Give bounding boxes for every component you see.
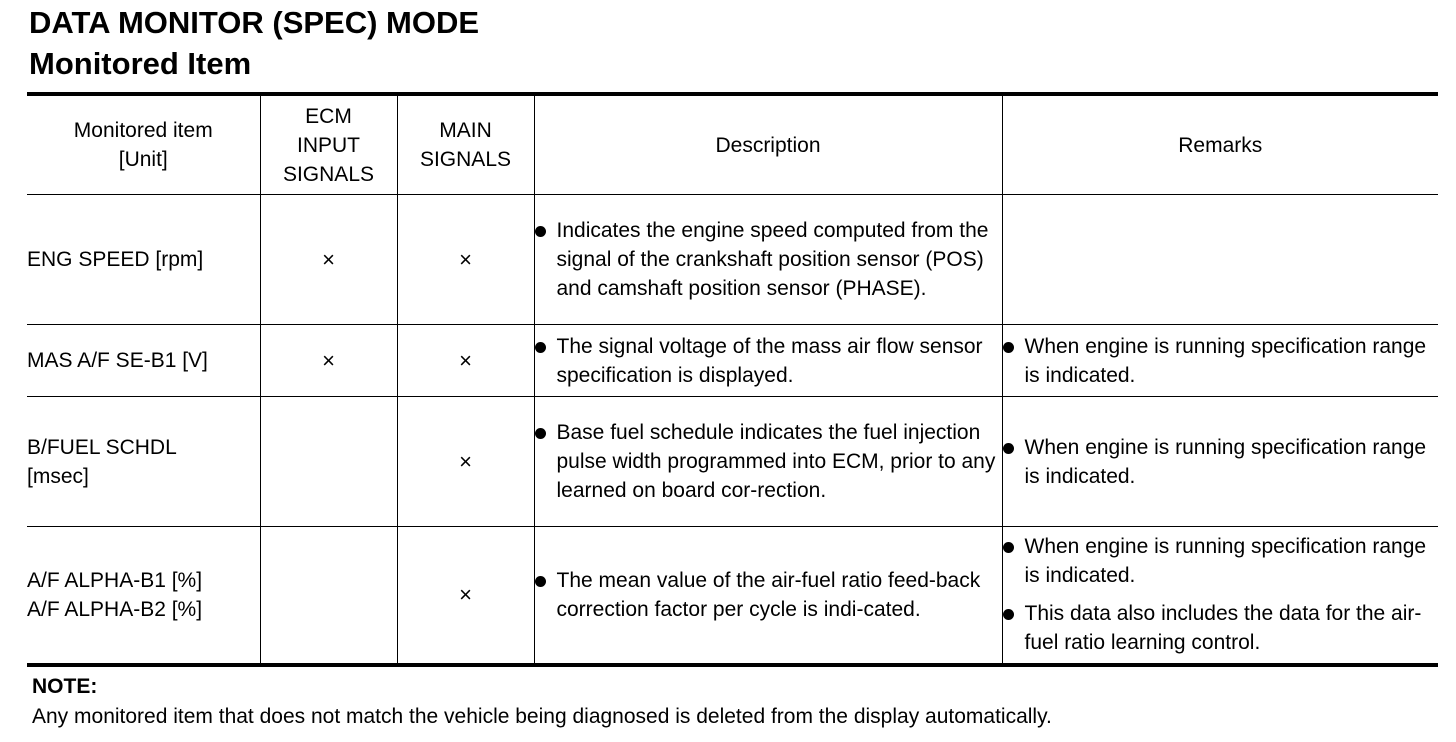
main-signal-mark: × [397, 195, 534, 325]
remarks-cell [1002, 527, 1438, 665]
bullet-icon [535, 428, 546, 439]
note-label: NOTE: [32, 675, 98, 698]
bullet-text: The signal voltage of the mass air flow sensor specification is displayed. [556, 334, 983, 387]
header-description: Description [534, 94, 1002, 195]
monitored-item-table [27, 92, 1438, 667]
bullet-icon [1003, 542, 1014, 553]
remarks-list [1003, 532, 1439, 657]
description-list [535, 566, 1002, 624]
section-subtitle: Monitored Item [29, 46, 252, 81]
remarks-cell [1002, 397, 1438, 527]
ecm-input-signal-mark [260, 397, 397, 527]
bullet-icon [535, 576, 546, 587]
bullet-item [1003, 532, 1439, 590]
main-signal-mark: × [397, 527, 534, 665]
ecm-input-signal-mark: × [260, 195, 397, 325]
bullet-icon [535, 342, 546, 353]
bullet-icon [535, 226, 546, 237]
monitored-item-cell: ENG SPEED [rpm] [27, 195, 260, 325]
page-title: DATA MONITOR (SPEC) MODE [29, 5, 480, 40]
description-list [535, 216, 1002, 303]
table-header-row [27, 94, 1438, 195]
table-body [27, 195, 1438, 665]
description-list [535, 332, 1002, 390]
ecm-input-signal-mark [260, 527, 397, 665]
description-cell [534, 527, 1002, 665]
monitored-item-cell: B/FUEL SCHDL [msec] [27, 397, 260, 527]
main-signal-mark: × [397, 325, 534, 397]
header-remarks: Remarks [1002, 94, 1438, 195]
bullet-item [535, 332, 1002, 390]
header-ecm-input-signals: ECM INPUT SIGNALS [260, 94, 397, 195]
bullet-text: Base fuel schedule indicates the fuel injection pulse width programmed into ECM, prior to any learned on board cor-rection. [556, 421, 996, 502]
bullet-text: When engine is running specification range is indicated. [1024, 535, 1427, 588]
monitored-item-cell: A/F ALPHA-B1 [%] A/F ALPHA-B2 [%] [27, 527, 260, 665]
main-signal-mark: × [397, 397, 534, 527]
bullet-item [1003, 332, 1439, 390]
bullet-item [535, 216, 1002, 303]
header-monitored-item: Monitored item [Unit] [27, 94, 260, 195]
description-list [535, 418, 1002, 505]
ecm-input-signal-mark: × [260, 325, 397, 397]
bullet-item [535, 566, 1002, 624]
bullet-text: When engine is running specification range is indicated. [1024, 334, 1427, 387]
remarks-cell [1002, 325, 1438, 397]
description-cell [534, 325, 1002, 397]
table-row [27, 325, 1438, 397]
bullet-icon [1003, 609, 1014, 620]
description-cell [534, 195, 1002, 325]
note-text: Any monitored item that does not match the vehicle being diagnosed is deleted from the display automatically. [32, 705, 1052, 728]
bullet-text: Indicates the engine speed computed from the signal of the crankshaft position sensor (POS) and camshaft position sensor (PHASE). [556, 219, 989, 300]
bullet-text: When engine is running specification range is indicated. [1024, 435, 1427, 488]
bullet-item [1003, 599, 1439, 657]
table-row [27, 397, 1438, 527]
monitored-item-cell: MAS A/F SE-B1 [V] [27, 325, 260, 397]
bullet-text: The mean value of the air-fuel ratio feed-back correction factor per cycle is indi-cated. [556, 568, 981, 621]
bullet-item [535, 418, 1002, 505]
bullet-text: This data also includes the data for the air-fuel ratio learning control. [1024, 602, 1422, 655]
remarks-list [1003, 433, 1439, 491]
header-main-signals: MAIN SIGNALS [397, 94, 534, 195]
remarks-cell [1002, 195, 1438, 325]
bullet-icon [1003, 443, 1014, 454]
table-row [27, 195, 1438, 325]
bullet-item [1003, 433, 1439, 491]
remarks-list [1003, 332, 1439, 390]
bullet-icon [1003, 342, 1014, 353]
table-row [27, 527, 1438, 665]
description-cell [534, 397, 1002, 527]
